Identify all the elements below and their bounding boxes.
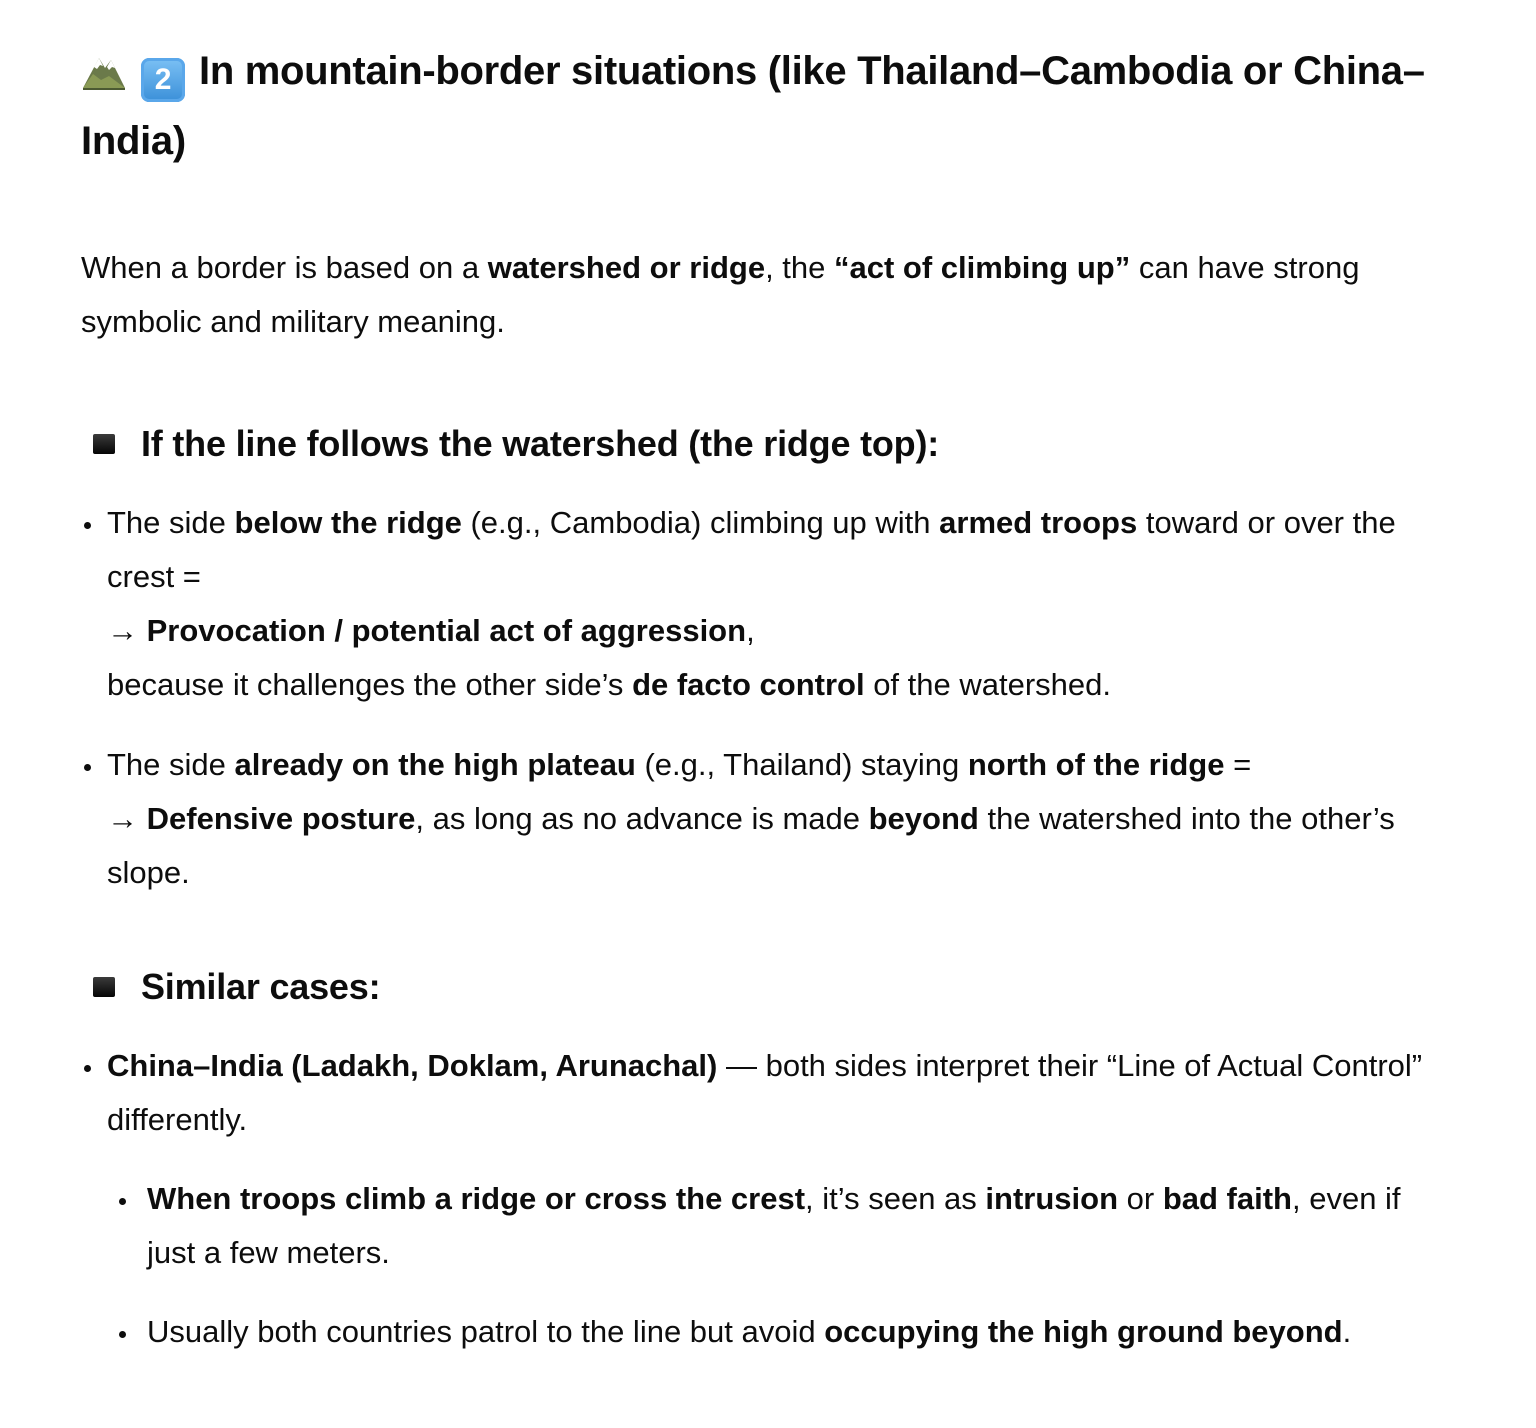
item-line	[107, 658, 1436, 712]
item-text: ,	[746, 613, 755, 648]
item-text: , it’s seen as	[805, 1181, 986, 1216]
item-text: or	[1118, 1181, 1163, 1216]
item-text: toward or over the crest =	[107, 505, 1396, 594]
arrow-icon: →	[107, 613, 147, 648]
item-bold: armed troops	[939, 505, 1138, 540]
section-title: Similar cases:	[141, 966, 381, 1007]
item-bold: north of the ridge	[967, 747, 1225, 782]
similar-cases-list	[81, 1039, 1436, 1359]
item-bold: below the ridge	[234, 505, 462, 540]
item-line	[107, 604, 1436, 658]
list-item	[81, 496, 1436, 712]
item-text: , as long as no advance is made	[415, 801, 869, 836]
item-text: of the watershed.	[864, 667, 1112, 702]
mountain-icon	[81, 50, 127, 90]
list-item	[81, 738, 1436, 900]
item-bold: occupying the high ground beyond	[824, 1314, 1343, 1349]
item-text: because it challenges the other side’s	[107, 667, 633, 702]
intro-text: can have strong symbolic and military meaning.	[81, 250, 1360, 339]
list-item	[81, 1039, 1436, 1359]
intro-bold-climbing: “act of climbing up”	[834, 250, 1131, 285]
item-bold: beyond	[868, 801, 979, 836]
intro-paragraph	[81, 241, 1436, 349]
item-bold: When troops climb a ridge or cross the crest	[147, 1181, 806, 1216]
black-square-icon	[93, 977, 115, 997]
item-text: Usually both countries patrol to the line but avoid	[147, 1314, 825, 1349]
sub-list	[147, 1172, 1436, 1359]
intro-text: , the	[765, 250, 834, 285]
intro-bold-watershed: watershed or ridge	[487, 250, 766, 285]
black-square-icon	[93, 434, 115, 454]
intro-text: When a border is based on a	[81, 250, 488, 285]
item-text: The side	[107, 747, 235, 782]
item-text: =	[1224, 747, 1252, 782]
item-bold: bad faith	[1162, 1181, 1292, 1216]
section-title: If the line follows the watershed (the ridge top):	[141, 423, 940, 464]
sub-list-item	[147, 1172, 1436, 1280]
item-text: The side	[107, 505, 235, 540]
item-line	[107, 738, 1436, 792]
section-heading-watershed	[81, 419, 1436, 469]
main-heading	[81, 36, 1436, 176]
item-text: .	[1342, 1314, 1352, 1349]
item-text: the watershed into the other’s slope.	[107, 801, 1395, 890]
item-bold: Defensive posture	[146, 801, 416, 836]
sub-list-item	[147, 1305, 1436, 1359]
item-bold: Provocation / potential act of aggression	[146, 613, 747, 648]
item-text: (e.g., Cambodia) climbing up with	[461, 505, 940, 540]
keycap-two-icon: 2	[141, 58, 185, 102]
item-bold: China–India (Ladakh, Doklam, Arunachal)	[107, 1048, 718, 1083]
item-bold: intrusion	[985, 1181, 1119, 1216]
item-text: — both sides interpret their “Line of Actual Control” differently.	[107, 1048, 1423, 1137]
main-heading-text: In mountain-border situations (like Thailand–Cambodia or China–India)	[81, 49, 1425, 163]
arrow-icon: →	[107, 801, 147, 836]
item-bold: de facto control	[632, 667, 865, 702]
watershed-list	[81, 496, 1436, 900]
item-text: (e.g., Thailand) staying	[635, 747, 968, 782]
section-heading-similar-cases	[81, 962, 1436, 1012]
item-bold: already on the high plateau	[234, 747, 636, 782]
item-text: , even if just a few meters.	[147, 1181, 1401, 1270]
